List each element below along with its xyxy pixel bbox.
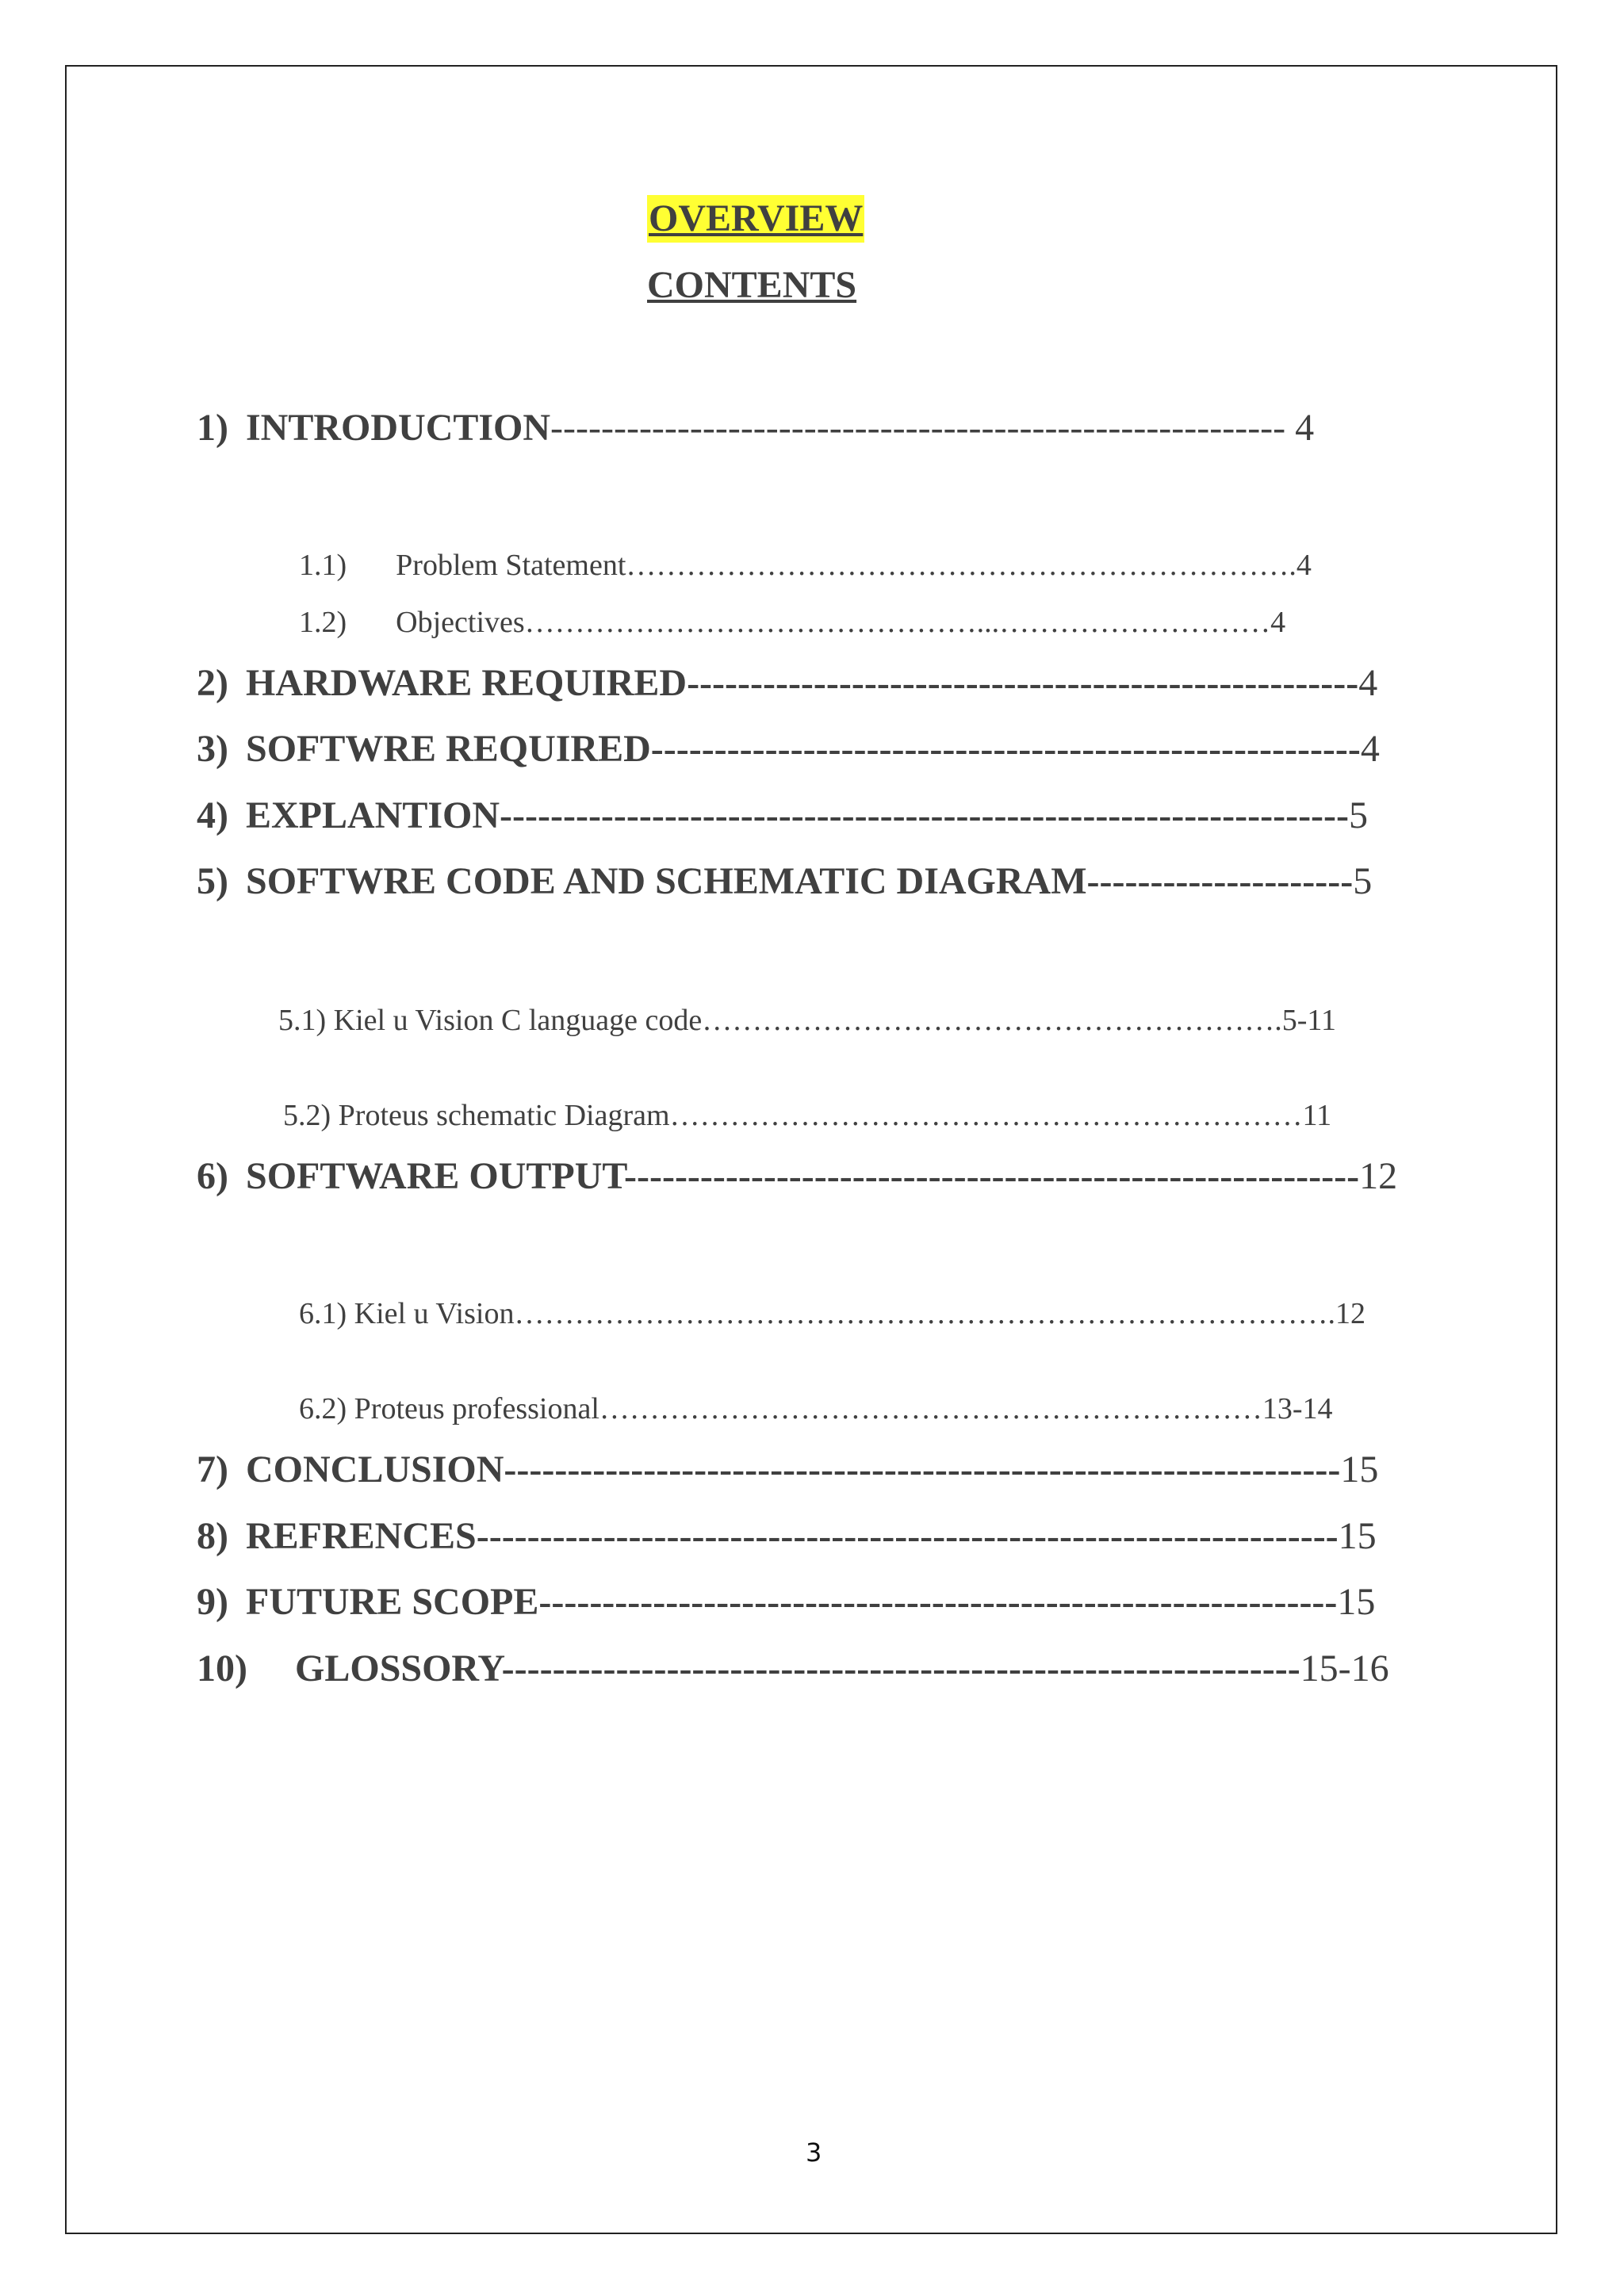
toc-entry-page: 4	[1360, 728, 1380, 770]
toc-entry-title: HARDWARE REQUIRED	[246, 662, 688, 704]
toc-subentry-number: 1.2)	[299, 606, 347, 639]
toc-subentry-page: 4	[1270, 606, 1286, 639]
toc-subentry-objectives	[284, 568, 1285, 641]
toc-subentry-page: 11	[1302, 1099, 1332, 1132]
toc-entry-leader: --------------------------------------------------------	[650, 728, 1361, 770]
toc-entry-glossary	[197, 1647, 1389, 1780]
toc-entry-number: 8)	[197, 1515, 228, 1557]
toc-subentry-leader: ……………………………………………………………………….	[514, 1297, 1335, 1330]
toc-entry-code-schematic	[197, 859, 1373, 993]
toc-subentry-keil-output	[284, 1259, 1365, 1332]
toc-subentry-page: 12	[1335, 1297, 1365, 1330]
toc-entry-leader: -----------------------------------------------------	[687, 662, 1359, 704]
toc-entry-title: GLOSSORY	[295, 1647, 502, 1689]
toc-entry-title: REFRENCES	[246, 1515, 477, 1557]
toc-entry-page: 15	[1337, 1581, 1376, 1623]
toc-subentry-leader: ………………………………………………………	[669, 1099, 1303, 1132]
toc-entry-number: 6)	[197, 1155, 228, 1197]
toc-entry-leader: ----------------------------------------------------------	[624, 1155, 1360, 1197]
toc-entry-number: 9)	[197, 1581, 228, 1623]
toc-entry-software-output	[197, 1154, 1398, 1288]
overview-heading: OVERVIEW	[647, 195, 864, 243]
toc-subentry-title: 6.1) Kiel u Vision	[299, 1297, 515, 1330]
toc-entry-leader: ---------------------	[1086, 860, 1354, 902]
toc-subentry-page: 13-14	[1262, 1392, 1333, 1425]
toc-entry-number: 3)	[197, 728, 228, 770]
toc-entry-title: SOFTWRE CODE AND SCHEMATIC DIAGRAM	[246, 860, 1087, 902]
toc-entry-title: EXPLANTION	[246, 794, 500, 836]
toc-subentry-number: 1.1)	[299, 549, 347, 582]
toc-subentry-page: 4	[1296, 549, 1312, 582]
page-border	[65, 65, 1557, 2234]
toc-entry-page: 12	[1359, 1155, 1398, 1197]
toc-subentry-title: Problem Statement	[396, 549, 626, 582]
toc-entry-leader: -------------------------------------------------------------------	[500, 794, 1349, 836]
toc-entry-title: SOFTWARE OUTPUT	[246, 1155, 624, 1197]
toc-entry-title: SOFTWRE REQUIRED	[246, 728, 651, 770]
toc-subentry-title: 6.2) Proteus professional	[299, 1392, 599, 1425]
toc-entry-page: 15-16	[1300, 1647, 1389, 1689]
toc-entry-number: 2)	[197, 662, 228, 704]
toc-entry-number: 1)	[197, 407, 228, 449]
toc-entry-leader: --------------------------------------------------------------------	[476, 1515, 1339, 1557]
page-number: 3	[806, 2137, 822, 2168]
contents-heading: CONTENTS	[647, 264, 857, 306]
toc-entry-leader: ----------------------------------------------------------	[550, 407, 1296, 449]
toc-subentry-leader: ………………………………………………………….	[626, 549, 1297, 582]
toc-subentry-title: Objectives	[396, 606, 525, 639]
toc-entry-leader: ------------------------------------------------------------------	[504, 1448, 1341, 1490]
toc-entry-page: 4	[1358, 662, 1378, 704]
toc-entry-title: INTRODUCTION	[246, 407, 551, 449]
toc-entry-leader: ---------------------------------------------------------------	[501, 1647, 1300, 1689]
toc-subentry-title: 5.2) Proteus schematic Diagram	[283, 1099, 670, 1132]
toc-entry-title: CONCLUSION	[246, 1448, 504, 1490]
toc-subentry-title: 5.1) Kiel u Vision C language code	[278, 1004, 703, 1037]
toc-entry-page: 5	[1349, 794, 1368, 836]
toc-subentry-leader: ………………………………………………….	[702, 1004, 1282, 1037]
toc-subentry-leader: ………………………………………...………………………	[524, 606, 1271, 639]
toc-entry-page: 15	[1338, 1515, 1377, 1557]
toc-entry-page: 5	[1353, 860, 1373, 902]
toc-subentry-page: 5-11	[1281, 1004, 1336, 1037]
toc-entry-number: 4)	[197, 794, 228, 836]
toc-entry-number: 7)	[197, 1448, 228, 1490]
toc-subentry-keil-code	[263, 966, 1336, 1039]
toc-entry-page: 4	[1295, 407, 1315, 449]
toc-entry-page: 15	[1340, 1448, 1379, 1490]
toc-entry-number: 5)	[197, 860, 228, 902]
toc-subentry-proteus-diagram	[268, 1061, 1331, 1134]
toc-entry-number: 10)	[197, 1647, 247, 1689]
toc-entry-title: FUTURE SCOPE	[246, 1581, 539, 1623]
toc-entry-introduction	[197, 406, 1315, 539]
toc-subentry-leader: …………………………………………………………	[599, 1392, 1262, 1425]
toc-entry-leader: ---------------------------------------------------------------	[538, 1581, 1338, 1623]
toc-subentry-proteus-output	[284, 1354, 1333, 1427]
